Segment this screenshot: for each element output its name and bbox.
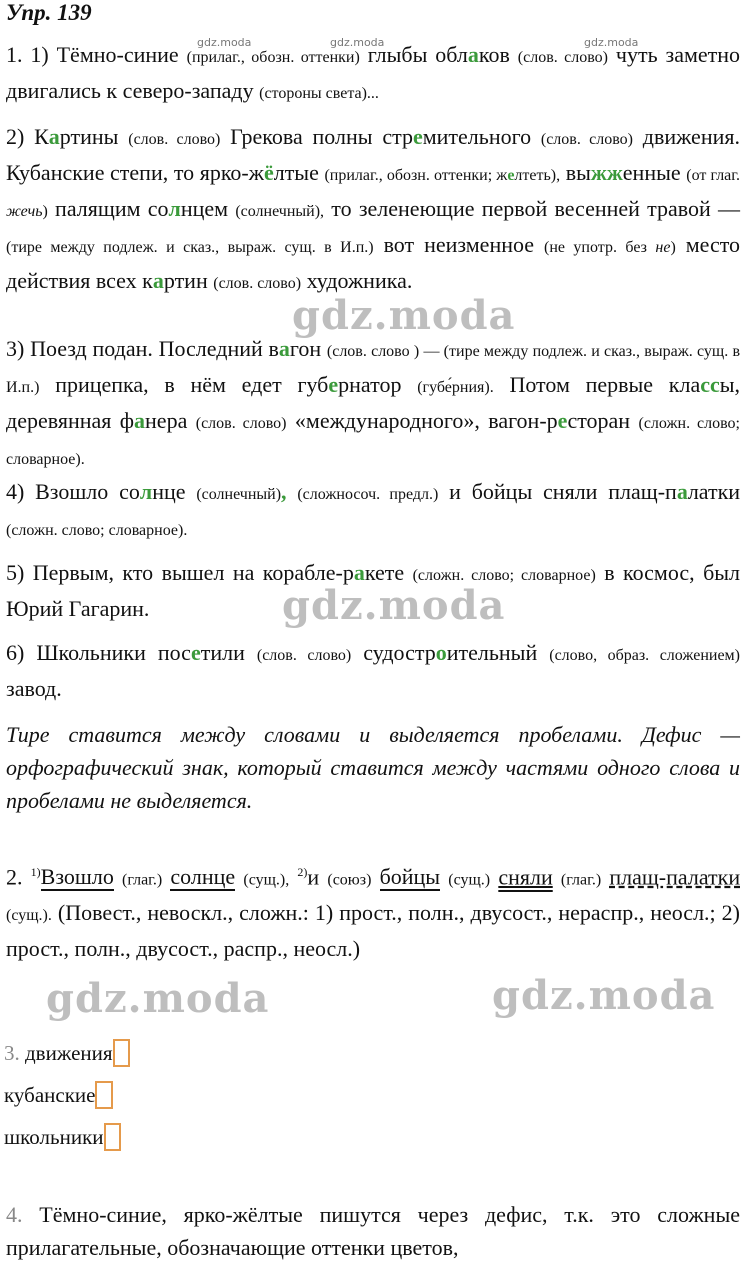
paragraph-1: 1. 1) Тёмно-синие (прилаг., обозн. оттенки) глыбы облаков (слов. слово) чуть заметно двигались к северо-западу (стороны света)... <box>6 42 741 103</box>
watermark: gdz.moda <box>292 292 516 339</box>
paragraph-3: 3) Поезд подан. Последний вагон (слов. слово ) — (тире между подлеж. и сказ., выраж. сущ. в И.п.) прицепка, в нём едет губернатор (губе́рния). Потом первые классы, деревянная фанера (слов. слово) «международного», вагон-ресторан (сложн. слово; словарное). <box>6 336 741 468</box>
paragraph-6: 6) Школьники посетили (слов. слово) судостроительный (слово, образ. сложением) завод. <box>6 640 740 701</box>
morpheme-word: кубанские <box>4 1082 113 1108</box>
watermark: gdz.moda <box>282 582 506 629</box>
watermark-small: gdz.moda <box>330 36 385 49</box>
morpheme-word: школьники <box>4 1124 121 1150</box>
morpheme-word: 3. движения <box>4 1040 130 1066</box>
paragraph-4: 4) Взошло солнце (солнечный), (сложносоч. предл.) и бойцы сняли плащ-палатки (сложн. слово; словарное). <box>6 479 741 539</box>
paragraph-2: 2) Картины (слов. слово) Грекова полны стремительного (слов. слово) движения. Кубанские степи, то ярко-жёлтые (прилаг., обозн. оттенки; желтеть), выжженные (от глаг. жечь) палящим солнцем (солнечный), то зеленеющие первой весенней травой — (тире между подлеж. и сказ., выраж. сущ. в И.п.) вот неизменное (не употр. без не) место действия всех картин (слов. слово) художника. <box>6 124 741 293</box>
exercise-title: Упр. 139 <box>6 0 92 25</box>
paragraph-5: 5) Первым, кто вышел на корабле-ракете (сложн. слово; словарное) в космос, был Юрий Гагарин. <box>6 560 741 621</box>
watermark: gdz.moda <box>46 975 270 1022</box>
subject: солнце <box>170 864 236 890</box>
predicate: сняли <box>498 864 553 890</box>
section-2: 2. $^{1)}$Взошло (глаг.) солнце (сущ.), $^{2)}$и (союз) бойцы (сущ.) сняли (глаг.) плащ-палатки (сущ.). (Повест., невоскл., сложн.: 1) прост., полн., двусост., нераспр., неосл.; 2) прост., полн., двусост., распр., неосл.) <box>6 864 741 962</box>
watermark-small: gdz.moda <box>584 36 639 49</box>
rule-note: Тире ставится между словами и выделяется пробелами. Дефис — орфографический знак, который ставится между частями одного слова и пробелами не выделяется. <box>6 722 740 813</box>
predicate: Взошло <box>40 864 114 890</box>
watermark: gdz.moda <box>492 972 716 1019</box>
section-4: 4. Тёмно-синие, ярко-жёлтые пишутся через дефис, т.к. это сложные прилагательные, обозначающие оттенки цветов, <box>6 1202 740 1260</box>
subject: бойцы <box>379 864 441 890</box>
object: плащ-палатки <box>609 864 741 890</box>
watermark-small: gdz.moda <box>197 36 252 49</box>
